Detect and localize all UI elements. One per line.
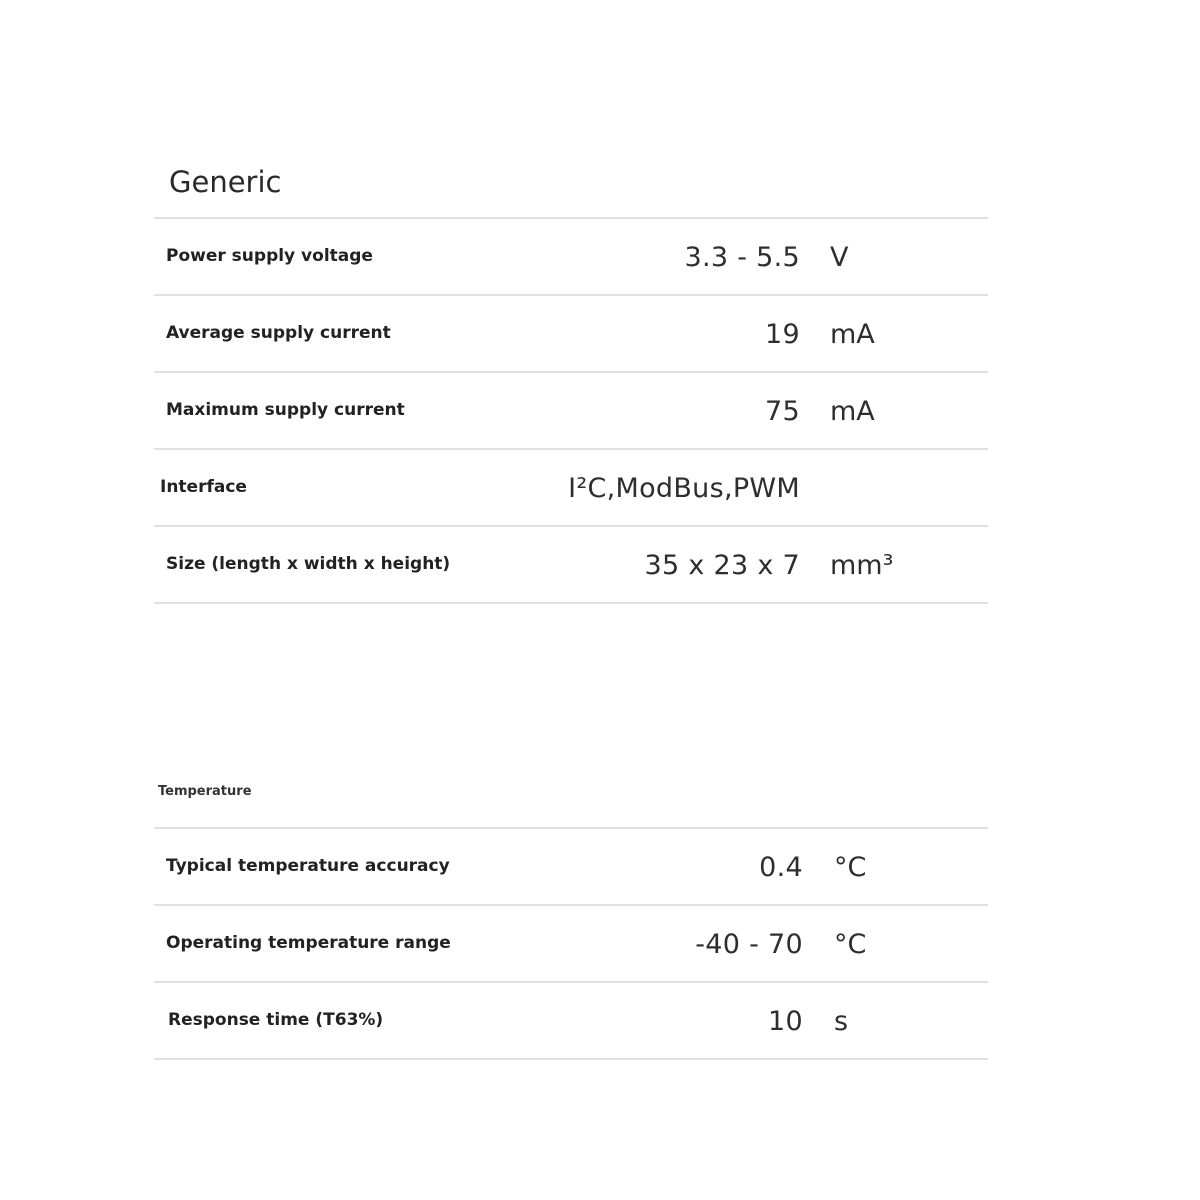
spec-value: -40 - 70 <box>695 929 803 960</box>
spec-label: Interface <box>160 477 247 497</box>
spec-value: I²C,ModBus,PWM <box>568 473 800 504</box>
spec-value: 10 <box>768 1006 803 1037</box>
spec-row-power-supply-voltage <box>154 219 988 296</box>
spec-unit: mm³ <box>830 550 894 581</box>
spec-label: Operating temperature range <box>166 933 451 953</box>
spec-row-average-supply-current <box>154 296 988 373</box>
spec-row-operating-temperature-range <box>154 906 988 983</box>
spec-value: 3.3 - 5.5 <box>684 242 800 273</box>
spec-row-size <box>154 527 988 604</box>
spec-row-interface <box>154 450 988 527</box>
spec-row-maximum-supply-current <box>154 373 988 450</box>
spec-label: Power supply voltage <box>166 246 373 266</box>
spec-label: Response time (T63%) <box>168 1010 384 1030</box>
spec-unit: °C <box>834 852 867 883</box>
generic-spec-table <box>154 150 988 604</box>
spec-value: 0.4 <box>759 852 803 883</box>
spec-unit: °C <box>834 929 867 960</box>
spec-unit: mA <box>830 319 875 350</box>
spec-label: Maximum supply current <box>166 400 405 420</box>
spec-value: 19 <box>765 319 800 350</box>
spec-unit: s <box>834 1006 849 1037</box>
temperature-spec-table <box>154 778 988 1060</box>
spec-label: Average supply current <box>166 323 391 343</box>
section-title-temperature: Temperature <box>158 784 252 799</box>
spec-row-response-time <box>154 983 988 1060</box>
spec-label: Typical temperature accuracy <box>166 856 450 876</box>
section-title-generic: Generic <box>169 165 282 199</box>
spec-label: Size (length x width x height) <box>166 554 451 574</box>
spec-value: 75 <box>765 396 800 427</box>
spec-value: 35 x 23 x 7 <box>644 550 800 581</box>
spec-unit: V <box>830 242 849 273</box>
spec-row-typical-temperature-accuracy <box>154 829 988 906</box>
spec-unit: mA <box>830 396 875 427</box>
